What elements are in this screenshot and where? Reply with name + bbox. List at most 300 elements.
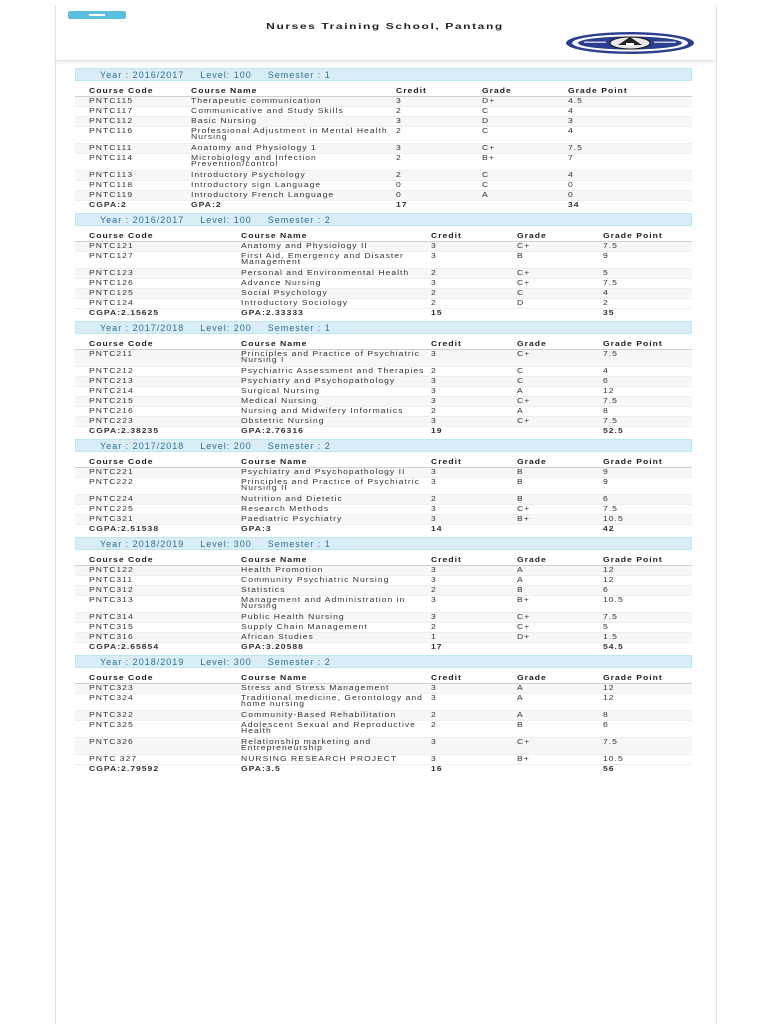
cell-text: CGPA:2.38235 (89, 426, 160, 435)
semester-year-label: Year : 2016/2017 (100, 70, 185, 80)
cell-text: PNTC222 (89, 477, 134, 486)
column-header (603, 338, 692, 350)
cell-text: A (482, 190, 489, 199)
column-header (75, 672, 241, 684)
cell-text: Advance Nursing (241, 278, 322, 287)
grade (517, 495, 603, 505)
semester-semester-label: Semester : 1 (267, 323, 331, 333)
course-name (241, 407, 431, 417)
grade-point (603, 495, 692, 505)
grade-point (603, 279, 692, 289)
grade-point (603, 505, 692, 515)
cell-text: PNTC313 (89, 595, 134, 604)
column-header (431, 554, 517, 566)
cell-text: PNTC127 (89, 251, 134, 260)
credit (431, 495, 517, 505)
column-header (241, 338, 431, 350)
gpa (241, 643, 431, 653)
cell-text: 14 (431, 524, 443, 533)
course-name (241, 694, 431, 711)
cell-text: PNTC119 (89, 190, 134, 199)
course-code (75, 191, 191, 201)
cell-text: GPA:2 (191, 200, 222, 209)
cell-text: 1 (431, 632, 437, 641)
cell-text: PNTC214 (89, 386, 134, 395)
cell-text: 3 (431, 612, 437, 621)
table-row (75, 623, 692, 633)
table-row (75, 711, 692, 721)
cell-text: C+ (482, 143, 496, 152)
credit (431, 279, 517, 289)
cell-text: 3 (396, 143, 402, 152)
column-header (517, 554, 603, 566)
cell-text: 2 (396, 153, 402, 162)
cell-text: C+ (517, 241, 531, 250)
credit (396, 154, 482, 171)
cell-text: 52.5 (603, 426, 624, 435)
cell-text: C (482, 126, 490, 135)
cell-text: PNTC123 (89, 268, 134, 277)
cell-text: CGPA:2.51538 (89, 524, 160, 533)
cell-text: B+ (517, 514, 530, 523)
column-header (241, 554, 431, 566)
cell-text: 2 (431, 366, 437, 375)
cell-text: C+ (517, 622, 531, 631)
column-header-label: Course Code (89, 673, 154, 682)
cell-text: A (517, 710, 524, 719)
cell-text: 4 (603, 288, 609, 297)
cell-text: 7.5 (603, 278, 618, 287)
credit (431, 299, 517, 309)
column-header-label: Course Code (89, 231, 154, 240)
cell-text: Principles and Practice of Psychiatric Nursing I (241, 349, 420, 364)
cell-text: PNTC114 (89, 153, 134, 162)
grade (482, 117, 568, 127)
course-name (241, 269, 431, 279)
grade (517, 468, 603, 478)
results-table (75, 85, 692, 210)
empty-cell (482, 201, 568, 211)
cell-text: C (482, 106, 490, 115)
cell-text: 12 (603, 565, 615, 574)
course-code (75, 633, 241, 643)
cell-text: 3 (431, 477, 437, 486)
grade (517, 721, 603, 738)
cell-text: B+ (517, 754, 530, 763)
course-code (75, 576, 241, 586)
cell-text: 17 (431, 642, 443, 651)
column-header-label: Course Name (241, 231, 308, 240)
cell-text: Adolescent Sexual and Reproductive Health (241, 720, 416, 735)
totals-row (75, 427, 692, 437)
column-header-label: Grade Point (568, 86, 628, 95)
grade-point (568, 97, 692, 107)
cell-text: Communicative and Study Skills (191, 106, 344, 115)
cell-text: 8 (603, 710, 609, 719)
menu-icon (89, 14, 105, 16)
course-code (75, 144, 191, 154)
course-code (75, 377, 241, 387)
column-header (431, 338, 517, 350)
course-code (75, 367, 241, 377)
cell-text: PNTC224 (89, 494, 134, 503)
gpa (241, 427, 431, 437)
cell-text: Obstetric Nursing (241, 416, 325, 425)
column-header (431, 672, 517, 684)
credit (431, 417, 517, 427)
grade-point (603, 721, 692, 738)
table-row (75, 97, 692, 107)
column-header-label: Course Code (89, 86, 154, 95)
course-code (75, 299, 241, 309)
cell-text: PNTC122 (89, 565, 134, 574)
credit (431, 566, 517, 576)
column-header-label: Grade Point (603, 555, 663, 564)
semester-level-label: Level: 300 (200, 657, 252, 667)
cell-text: 34 (568, 200, 580, 209)
table-row (75, 269, 692, 279)
table-header-row (75, 456, 692, 468)
credit (431, 613, 517, 623)
cell-text: 2 (431, 288, 437, 297)
cell-text: Principles and Practice of Psychiatric Nursing II (241, 477, 420, 492)
column-header (396, 85, 482, 97)
column-header-label: Credit (431, 555, 462, 564)
cell-text: A (517, 575, 524, 584)
grade-point (603, 633, 692, 643)
totals-row (75, 643, 692, 653)
cell-text: Introductory sign Language (191, 180, 322, 189)
totals-row (75, 525, 692, 535)
total-points (568, 201, 692, 211)
cell-text: PNTC111 (89, 143, 133, 152)
cell-text: Social Psychology (241, 288, 328, 297)
column-header-label: Course Code (89, 339, 154, 348)
cell-text: 42 (603, 524, 615, 533)
semester-semester-label: Semester : 1 (267, 539, 331, 549)
semester-level-label: Level: 100 (200, 215, 252, 225)
cell-text: GPA:3.20588 (241, 642, 304, 651)
menu-button[interactable] (68, 11, 126, 19)
cell-text: Medical Nursing (241, 396, 318, 405)
column-header (603, 672, 692, 684)
grade-point (603, 417, 692, 427)
grade-point (603, 299, 692, 309)
cell-text: 5 (603, 622, 609, 631)
school-name: Nurses Training School, Pantang (266, 22, 504, 32)
semester-year-label: Year : 2017/2018 (100, 441, 185, 451)
course-name (241, 721, 431, 738)
credit (431, 242, 517, 252)
course-name (241, 299, 431, 309)
cell-text: 12 (603, 683, 615, 692)
cell-text: A (517, 565, 524, 574)
grade-point (603, 566, 692, 576)
cell-text: 3 (431, 504, 437, 513)
cell-text: Nursing and Midwifery Informatics (241, 406, 404, 415)
cell-text: PNTC118 (89, 180, 134, 189)
cell-text: B (517, 477, 524, 486)
semester-year-label: Year : 2017/2018 (100, 323, 185, 333)
credit (431, 350, 517, 367)
table-row (75, 407, 692, 417)
cell-text: PNTC324 (89, 693, 134, 702)
table-row (75, 576, 692, 586)
column-header-label: Course Name (241, 673, 308, 682)
cell-text: 35 (603, 308, 615, 317)
grade-point (568, 107, 692, 117)
cell-text: 0 (568, 190, 574, 199)
course-code (75, 684, 241, 694)
table-row (75, 755, 692, 765)
cell-text: Community Psychiatric Nursing (241, 575, 390, 584)
grade (517, 299, 603, 309)
table-row (75, 566, 692, 576)
gpa (241, 525, 431, 535)
cell-text: CGPA:2 (89, 200, 127, 209)
cell-text: Microbiology and Infection Prevention/control (191, 153, 317, 168)
grade (517, 586, 603, 596)
cell-text: B (517, 467, 524, 476)
cell-text: 2 (396, 170, 402, 179)
semester-header (75, 439, 692, 452)
table-header-row (75, 338, 692, 350)
cell-text: PNTC311 (89, 575, 134, 584)
credit (431, 596, 517, 613)
cell-text: 4 (568, 126, 574, 135)
cell-text: 2 (431, 494, 437, 503)
semester-level-label: Level: 200 (200, 323, 252, 333)
table-row (75, 171, 692, 181)
column-header-label: Course Code (89, 457, 154, 466)
credit (431, 684, 517, 694)
cell-text: 10.5 (603, 514, 624, 523)
grade (482, 107, 568, 117)
cell-text: PNTC124 (89, 298, 134, 307)
results-container (75, 68, 692, 777)
cell-text: 7 (568, 153, 574, 162)
cell-text: Nutrition and Dietetic (241, 494, 343, 503)
course-code (75, 279, 241, 289)
grade-point (603, 515, 692, 525)
cell-text: 3 (431, 251, 437, 260)
cell-text: PNTC316 (89, 632, 134, 641)
grade-point (603, 755, 692, 765)
cell-text: 2 (431, 720, 437, 729)
credit (431, 269, 517, 279)
total-credit (431, 309, 517, 319)
grade (482, 181, 568, 191)
cell-text: PNTC212 (89, 366, 134, 375)
grade-point (603, 738, 692, 755)
course-name (241, 505, 431, 515)
course-name (241, 576, 431, 586)
cell-text: CGPA:2.15625 (89, 308, 160, 317)
course-name (241, 252, 431, 269)
column-header (75, 230, 241, 242)
column-header-label: Credit (431, 339, 462, 348)
grade-point (568, 154, 692, 171)
credit (431, 633, 517, 643)
grade-point (603, 478, 692, 495)
cell-text: First Aid, Emergency and Disaster Management (241, 251, 404, 266)
grade (517, 417, 603, 427)
cell-text: D (482, 116, 490, 125)
cell-text: Health Promotion (241, 565, 324, 574)
column-header-label: Grade (517, 555, 547, 564)
grade-point (603, 377, 692, 387)
cgpa (75, 765, 241, 775)
cell-text: C (482, 180, 490, 189)
grade-point (568, 171, 692, 181)
column-header (603, 554, 692, 566)
cell-text: Statistics (241, 585, 286, 594)
cell-text: PNTC223 (89, 416, 134, 425)
credit (431, 576, 517, 586)
column-header (431, 456, 517, 468)
column-header (431, 230, 517, 242)
total-points (603, 309, 692, 319)
grade (482, 127, 568, 144)
cell-text: 6 (603, 494, 609, 503)
table-row (75, 181, 692, 191)
credit (431, 711, 517, 721)
column-header-label: Credit (396, 86, 427, 95)
cell-text: 8 (603, 406, 609, 415)
cell-text: 3 (431, 575, 437, 584)
cell-text: 3 (431, 565, 437, 574)
column-header-label: Grade (517, 339, 547, 348)
gpa (191, 201, 396, 211)
cell-text: 12 (603, 693, 615, 702)
table-row (75, 127, 692, 144)
table-row (75, 417, 692, 427)
course-code (75, 623, 241, 633)
course-name (241, 350, 431, 367)
table-row (75, 478, 692, 495)
course-code (75, 711, 241, 721)
cell-text: 12 (603, 575, 615, 584)
course-name (241, 711, 431, 721)
credit (396, 127, 482, 144)
course-name (241, 387, 431, 397)
grade-point (603, 576, 692, 586)
totals-row (75, 201, 692, 211)
grade (517, 478, 603, 495)
table-row (75, 397, 692, 407)
column-header-label: Grade (482, 86, 512, 95)
course-name (241, 684, 431, 694)
table-row (75, 586, 692, 596)
cell-text: CGPA:2.65854 (89, 642, 160, 651)
cell-text: A (517, 406, 524, 415)
cell-text: 3 (396, 116, 402, 125)
table-row (75, 387, 692, 397)
course-name (191, 191, 396, 201)
cell-text: PNTC126 (89, 278, 134, 287)
cell-text: PNTC211 (89, 349, 134, 358)
table-row (75, 367, 692, 377)
cell-text: 3 (431, 416, 437, 425)
cell-text: 3 (568, 116, 574, 125)
grade-point (603, 623, 692, 633)
grade (517, 367, 603, 377)
grade (517, 397, 603, 407)
course-code (75, 505, 241, 515)
cell-text: 9 (603, 477, 609, 486)
results-table (75, 338, 692, 436)
cell-text: PNTC312 (89, 585, 134, 594)
cell-text: B (517, 251, 524, 260)
cell-text: PNTC125 (89, 288, 134, 297)
table-row (75, 350, 692, 367)
column-header (517, 230, 603, 242)
column-header-label: Credit (431, 673, 462, 682)
total-points (603, 643, 692, 653)
course-code (75, 289, 241, 299)
course-code (75, 613, 241, 623)
cell-text: 3 (431, 376, 437, 385)
cell-text: 2 (603, 298, 609, 307)
cell-text: 7.5 (603, 416, 618, 425)
cell-text: B (517, 494, 524, 503)
grade (482, 171, 568, 181)
cell-text: 0 (396, 180, 402, 189)
course-code (75, 107, 191, 117)
credit (396, 191, 482, 201)
cell-text: 6 (603, 585, 609, 594)
cgpa (75, 309, 241, 319)
semester-header (75, 321, 692, 334)
cell-text: C (517, 376, 525, 385)
course-code (75, 566, 241, 576)
cell-text: 1.5 (603, 632, 618, 641)
table-header-row (75, 85, 692, 97)
semester-header (75, 537, 692, 550)
cell-text: 10.5 (603, 754, 624, 763)
column-header (191, 85, 396, 97)
course-name (241, 613, 431, 623)
grade (482, 97, 568, 107)
course-code (75, 738, 241, 755)
course-code (75, 417, 241, 427)
column-header-label: Course Code (89, 555, 154, 564)
course-name (241, 289, 431, 299)
total-credit (431, 427, 517, 437)
column-header-label: Course Name (241, 555, 308, 564)
cell-text: PNTC321 (89, 514, 134, 523)
cell-text: 54.5 (603, 642, 624, 651)
cell-text: 2 (431, 622, 437, 631)
grade (517, 613, 603, 623)
total-points (603, 427, 692, 437)
cell-text: 7.5 (603, 349, 618, 358)
credit (396, 97, 482, 107)
course-name (241, 377, 431, 387)
cell-text: NURSING RESEARCH PROJECT (241, 754, 398, 763)
table-row (75, 515, 692, 525)
table-row (75, 279, 692, 289)
cell-text: 9 (603, 467, 609, 476)
table-row (75, 721, 692, 738)
cell-text: C+ (517, 396, 531, 405)
cell-text: B (517, 720, 524, 729)
table-row (75, 289, 692, 299)
grade-point (603, 613, 692, 623)
table-row (75, 596, 692, 613)
column-header-label: Course Name (191, 86, 258, 95)
cell-text: 5 (603, 268, 609, 277)
